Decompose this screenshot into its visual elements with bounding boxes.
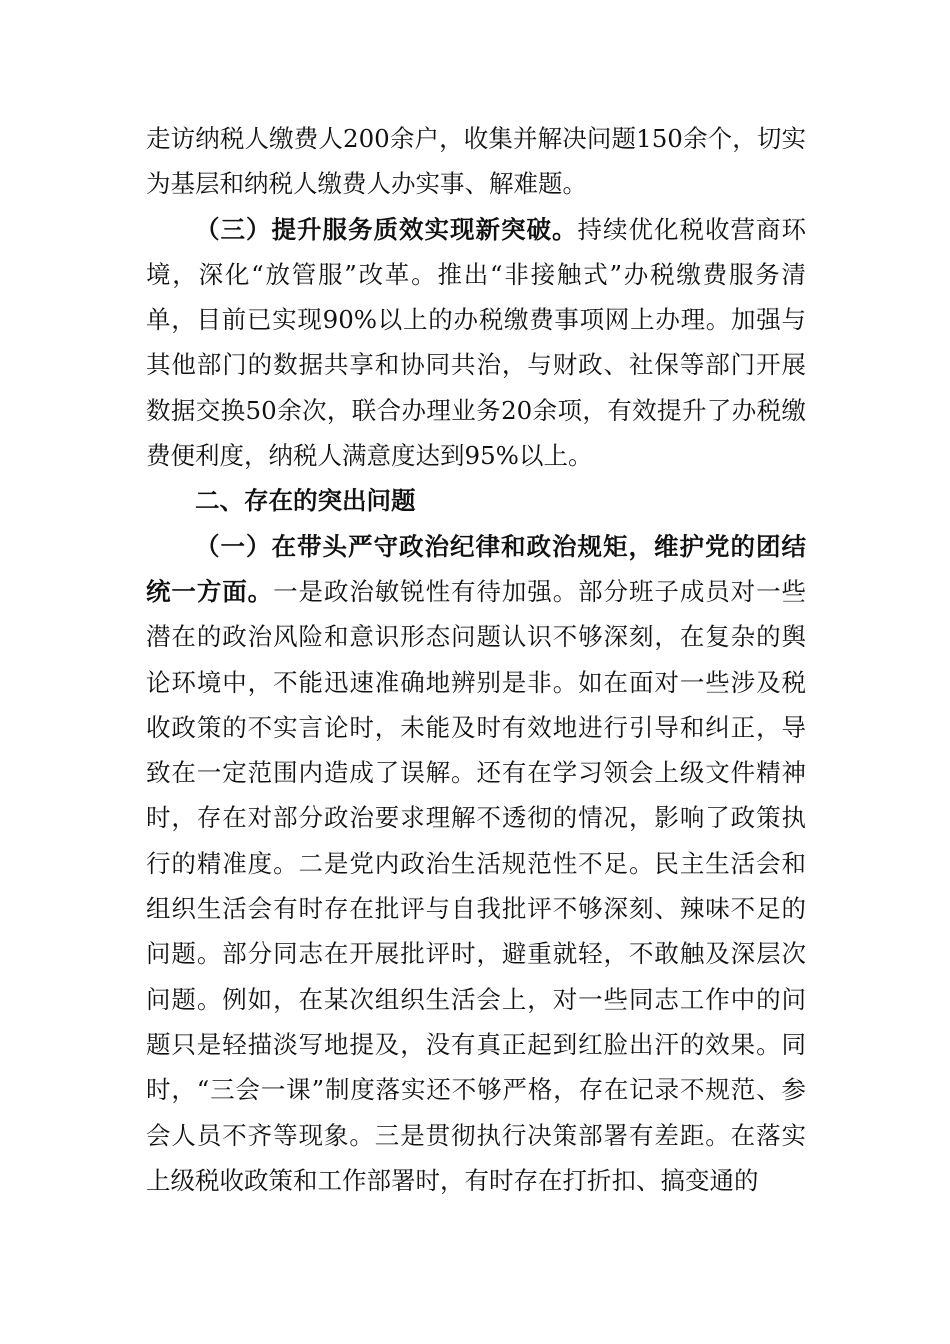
paragraph-service-results	[146, 116, 806, 207]
paragraph-lead-heading: （三）提升服务质效实现新突破。	[195, 214, 578, 244]
section-title-problems: 二、存在的突出问题	[195, 486, 416, 516]
paragraph-text: 走访纳税人缴费人200余户，收集并解决问题150余个，切实为基层和纳税人缴费人办实事、解难题。	[146, 124, 806, 199]
paragraph-lead-heading: （一）在带头严守政治纪律和政治规矩，维护党的团结统一方面。	[146, 531, 806, 606]
paragraph-text: 持续优化税收营商环境，深化“放管服”改革。推出“非接触式”办税缴费服务清单，目前已实现90%以上的办税缴费事项网上办理。加强与其他部门的数据共享和协同共治，与财政、社保等部门开展数据交换50余次，联合办理业务20余项，有效提升了办税缴费便利度，纳税人满意度达到95%以上。	[146, 214, 806, 471]
document-body	[146, 116, 806, 1203]
paragraph-text: 一是政治敏锐性有待加强。部分班子成员对一些潜在的政治风险和意识形态问题认识不够深刻，在复杂的舆论环境中，不能迅速准确地辨别是非。如在面对一些涉及税收政策的不实言论时，未能及时有效地进行引导和纠正，导致在一定范围内造成了误解。还有在学习领会上级文件精神时，存在对部分政治要求理解不透彻的情况，影响了政策执行的精准度。二是党内政治生活规范性不足。民主生活会和组织生活会有时存在批评与自我批评不够深刻、辣味不足的问题。部分同志在开展批评时，避重就轻，不敢触及深层次问题。例如，在某次组织生活会上，对一些同志工作中的问题只是轻描淡写地提及，没有真正起到红脸出汗的效果。同时，“三会一课”制度落实还不够严格，存在记录不规范、参会人员不齐等现象。三是贯彻执行决策部署有差距。在落实上级税收政策和工作部署时，有时存在打折扣、搞变通的	[146, 576, 807, 1195]
paragraph-service-quality	[146, 207, 806, 479]
paragraph-political-discipline	[146, 524, 806, 1203]
